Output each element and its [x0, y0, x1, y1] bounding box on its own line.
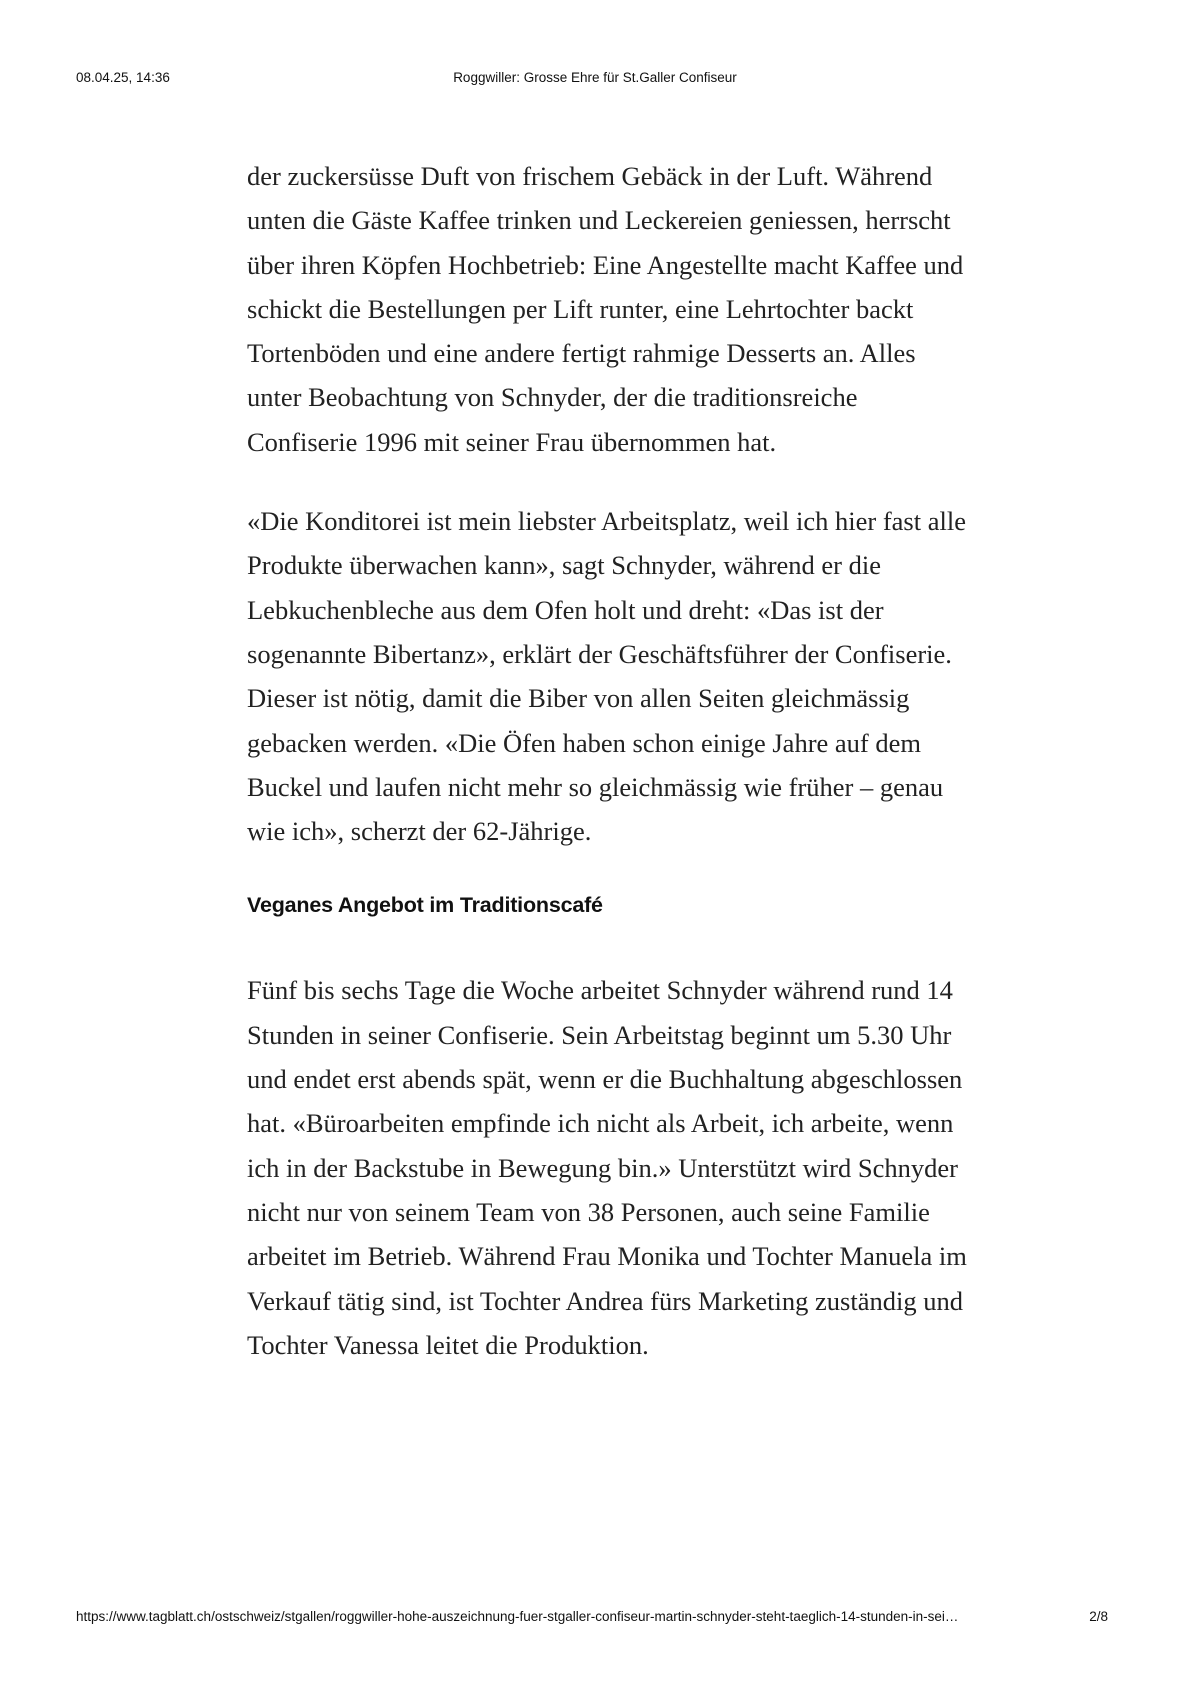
article-body [247, 154, 967, 1367]
article-paragraph: Fünf bis sechs Tage die Woche arbeitet Schnyder während rund 14 Stunden in seiner Confiserie. Sein Arbeitstag beginnt um 5.30 Uhr und endet erst abends spät, wenn er die Buchhaltung abgeschlossen hat. «Büroarbeiten empfinde ich nicht als Arbeit, ich arbeite, wenn ich in der Backstube in Bewegung bin.» Unterstützt wird Schnyder nicht nur von seinem Team von 38 Personen, auch seine Familie arbeitet im Betrieb. Während Frau Monika und Tochter Manuela im Verkauf tätig sind, ist Tochter Andrea fürs Marketing zuständig und Tochter Vanessa leitet die Produktion. [247, 975, 967, 1360]
print-page-title: Roggwiller: Grosse Ehre für St.Galler Confiseur [453, 70, 737, 85]
page-number: 2/8 [1089, 1609, 1108, 1624]
article-paragraph: «Die Konditorei ist mein liebster Arbeitsplatz, weil ich hier fast alle Produkte überwachen kann», sagt Schnyder, während er die Lebkuchenbleche aus dem Ofen holt und dreht: «Das ist der sogenannte Bibertanz», erklärt der Geschäftsführer der Confiserie. Dieser ist nötig, damit die Biber von allen Seiten gleichmässig gebacken werden. «Die Öfen haben schon einige Jahre auf dem Buckel und laufen nicht mehr so gleichmässig wie früher – genau wie ich», scherzt der 62-Jährige. [247, 506, 966, 847]
article-subheading: Veganes Angebot im Traditionscafé [247, 893, 603, 918]
print-url: https://www.tagblatt.ch/ostschweiz/stgallen/roggwiller-hohe-auszeichnung-fuer-stgaller-confiseur-martin-schnyder-steht-taeglich-14-stunden-in-sei… [76, 1609, 959, 1624]
print-footer [76, 1609, 1114, 1629]
print-datetime: 08.04.25, 14:36 [76, 70, 170, 85]
print-header [76, 70, 1114, 90]
article-paragraph: der zuckersüsse Duft von frischem Gebäck in der Luft. Während unten die Gäste Kaffee trinken und Leckereien geniessen, herrscht über ihren Köpfen Hochbetrieb: Eine Angestellte macht Kaffee und schickt die Bestellungen per Lift runter, eine Lehrtochter backt Tortenböden und eine andere fertigt rahmige Desserts an. Alles unter Beobachtung von Schnyder, der die traditionsreiche Confiserie 1996 mit seiner Frau übernommen hat. [247, 161, 964, 457]
